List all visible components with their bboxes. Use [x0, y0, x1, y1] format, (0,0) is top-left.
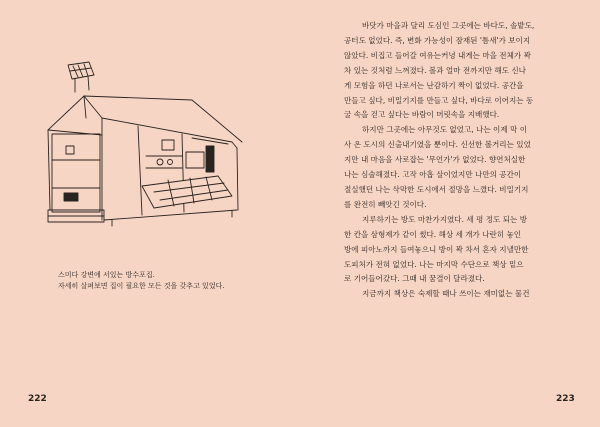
body-text — [344, 19, 576, 302]
text-line: 차 있는 것처럼 느껴졌다. 볼과 얼마 전까지만 해도 신나 — [344, 65, 526, 75]
text-line: 않았다. 비집고 들어갈 여유는커녕 내게는 마을 전체가 꽉 — [344, 50, 531, 60]
text-line: 공터도 없었다. 즉, 변화 가능성이 잠재된 '틈새'가 보이지 — [344, 35, 531, 45]
text-line: 절실했던 나는 삭막한 도시에서 절망을 느꼈다. 비밀기지 — [344, 184, 529, 194]
page-number-left: 222 — [28, 394, 47, 404]
illustration-caption — [58, 270, 288, 292]
text-line: 방에 피아노까지 들여놓으니 방이 꽉 차서 혼자 지낼만한 — [344, 244, 529, 254]
text-line: 를 완전히 빼앗긴 것이다. — [344, 199, 427, 209]
text-line: 게 모험을 하던 나로서는 난감하기 짝이 없었다. 공간을 — [344, 80, 524, 90]
text-line: 사 온 도시의 신출내기였을 뿐이다. 신선한 볼거리는 있었 — [344, 140, 531, 150]
text-line: 하지만 그곳에는 아무것도 없었고, 나는 이제 막 이 — [362, 125, 527, 135]
text-line: 지루하기는 방도 마찬가지였다. 세 평 정도 되는 방 — [362, 214, 527, 224]
text-line: 지금까지 책상은 숙제할 때나 쓰이는 재미없는 물건 — [362, 289, 530, 299]
text-line: 만들고 싶다, 비밀기지를 만들고 싶다, 바다로 이어지는 동 — [344, 95, 534, 105]
caption-line: 자세히 살펴보면 집이 필요한 모든 것을 갖추고 있었다. — [58, 282, 225, 290]
solar-panel-icon — [68, 62, 94, 92]
text-line: 도피처가 전혀 없었다. 나는 마지막 수단으로 책상 밑으 — [344, 259, 524, 269]
shelter-illustration — [42, 60, 257, 230]
text-line: 지만 내 마음을 사로잡는 '무언가'가 없었다. 향연처실한 — [344, 155, 526, 165]
text-line: 굴 속을 걷고 싶다는 바람이 머릿속을 지배했다. — [344, 110, 500, 120]
page-number-right: 223 — [556, 394, 575, 404]
text-line: 바닷가 마을과 달리 도심인 그곳에는 바다도, 솔밭도, — [362, 21, 535, 30]
text-line: 한 칸을 삼형제가 같이 썼다. 해상 세 개가 나란히 놓인 — [344, 229, 522, 239]
text-line: 로 기어들어갔다. 그때 내 꿈결이 달라졌다. — [344, 274, 485, 284]
text-line: 나는 심술해졌다. 고작 아홉 살이었지만 나만의 공간이 — [344, 170, 522, 180]
caption-line: 스미다 강변에 서있는 방수포집. — [58, 271, 155, 279]
